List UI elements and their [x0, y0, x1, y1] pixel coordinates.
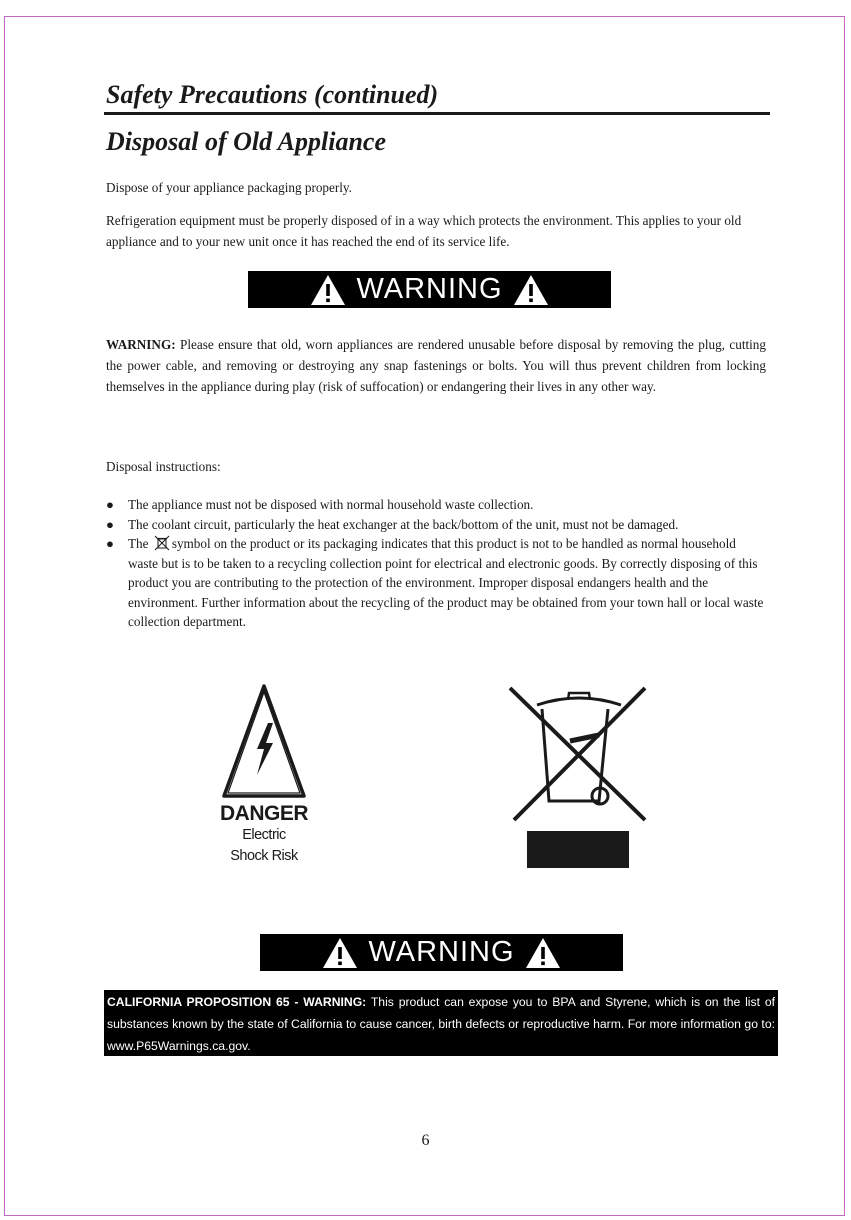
warning-label: WARNING:	[106, 337, 176, 352]
danger-line-2: Shock Risk	[230, 848, 298, 864]
warning-triangle-icon	[322, 937, 358, 969]
bullet-icon: ●	[106, 497, 114, 512]
danger-line-1: Electric	[242, 827, 286, 843]
warning-banner-top	[248, 271, 611, 308]
warning-paragraph	[106, 334, 766, 397]
disposal-list	[106, 495, 766, 632]
disposal-heading: Disposal instructions:	[106, 459, 221, 474]
list-item-text: The appliance must not be disposed with normal household waste collection.	[128, 497, 534, 512]
list-item-text: The coolant circuit, particularly the heat exchanger at the back/bottom of the unit, must not be damaged.	[128, 516, 679, 532]
section-title: Safety Precautions (continued)	[106, 80, 439, 109]
crossed-out-wheelie-bin-icon	[507, 683, 649, 823]
danger-sign	[214, 683, 314, 867]
list-item	[106, 534, 766, 632]
electric-shock-icon	[221, 683, 307, 799]
california-prop65-notice	[104, 990, 778, 1056]
list-item	[106, 495, 766, 515]
warning-banner-text: WARNING	[356, 273, 503, 305]
danger-title: DANGER	[219, 802, 308, 825]
list-item-text: symbol on the product or its packaging indicates that this product is not to be handled as normal household waste but is to be taken to a recycling collection point for electrical and electronic goods. By correctly disposing of this product you are contributing to the protection of the environment. Improper disposal endangers health and the environment. Further information about the recycling of the product may be obtained from your town hall or local waste collection department.	[128, 536, 764, 629]
list-item-text: The	[128, 536, 149, 551]
california-text: This product can expose you to BPA and Styrene, which is on the list of substances known by the state of California to cause cancer, birth defects or reproductive harm. For more information go to: www.P65Warnings.ca.gov.	[107, 995, 775, 1053]
crossed-out-wheelie-bin-icon	[154, 535, 170, 551]
title-rule	[104, 112, 770, 115]
warning-banner-text: WARNING	[368, 936, 515, 968]
page-number: 6	[421, 1132, 430, 1149]
warning-triangle-icon	[513, 274, 549, 306]
warning-triangle-icon	[525, 937, 561, 969]
packaging-paragraph: Dispose of your appliance packaging properly.	[106, 180, 352, 195]
warning-text: Please ensure that old, worn appliances are rendered unusable before disposal by removing the plug, cutting the power cable, and removing or destroying any snap fastenings or bolts. You will thus prevent children from locking themselves in the appliance during play (risk of suffocation) or endangering their lives in any other way.	[106, 337, 766, 394]
refrigeration-paragraph: Refrigeration equipment must be properly disposed of in a way which protects the environment. This applies to your old appliance and to your new unit once it has reached the end of its service life.	[106, 213, 742, 249]
warning-banner-bottom	[260, 934, 623, 971]
warning-triangle-icon	[310, 274, 346, 306]
bullet-icon: ●	[106, 536, 114, 551]
bullet-icon: ●	[106, 516, 114, 532]
page-heading: Disposal of Old Appliance	[106, 127, 386, 156]
california-label: CALIFORNIA PROPOSITION 65 - WARNING:	[107, 995, 367, 1009]
weee-underline-bar	[527, 831, 629, 868]
list-item	[106, 515, 766, 535]
